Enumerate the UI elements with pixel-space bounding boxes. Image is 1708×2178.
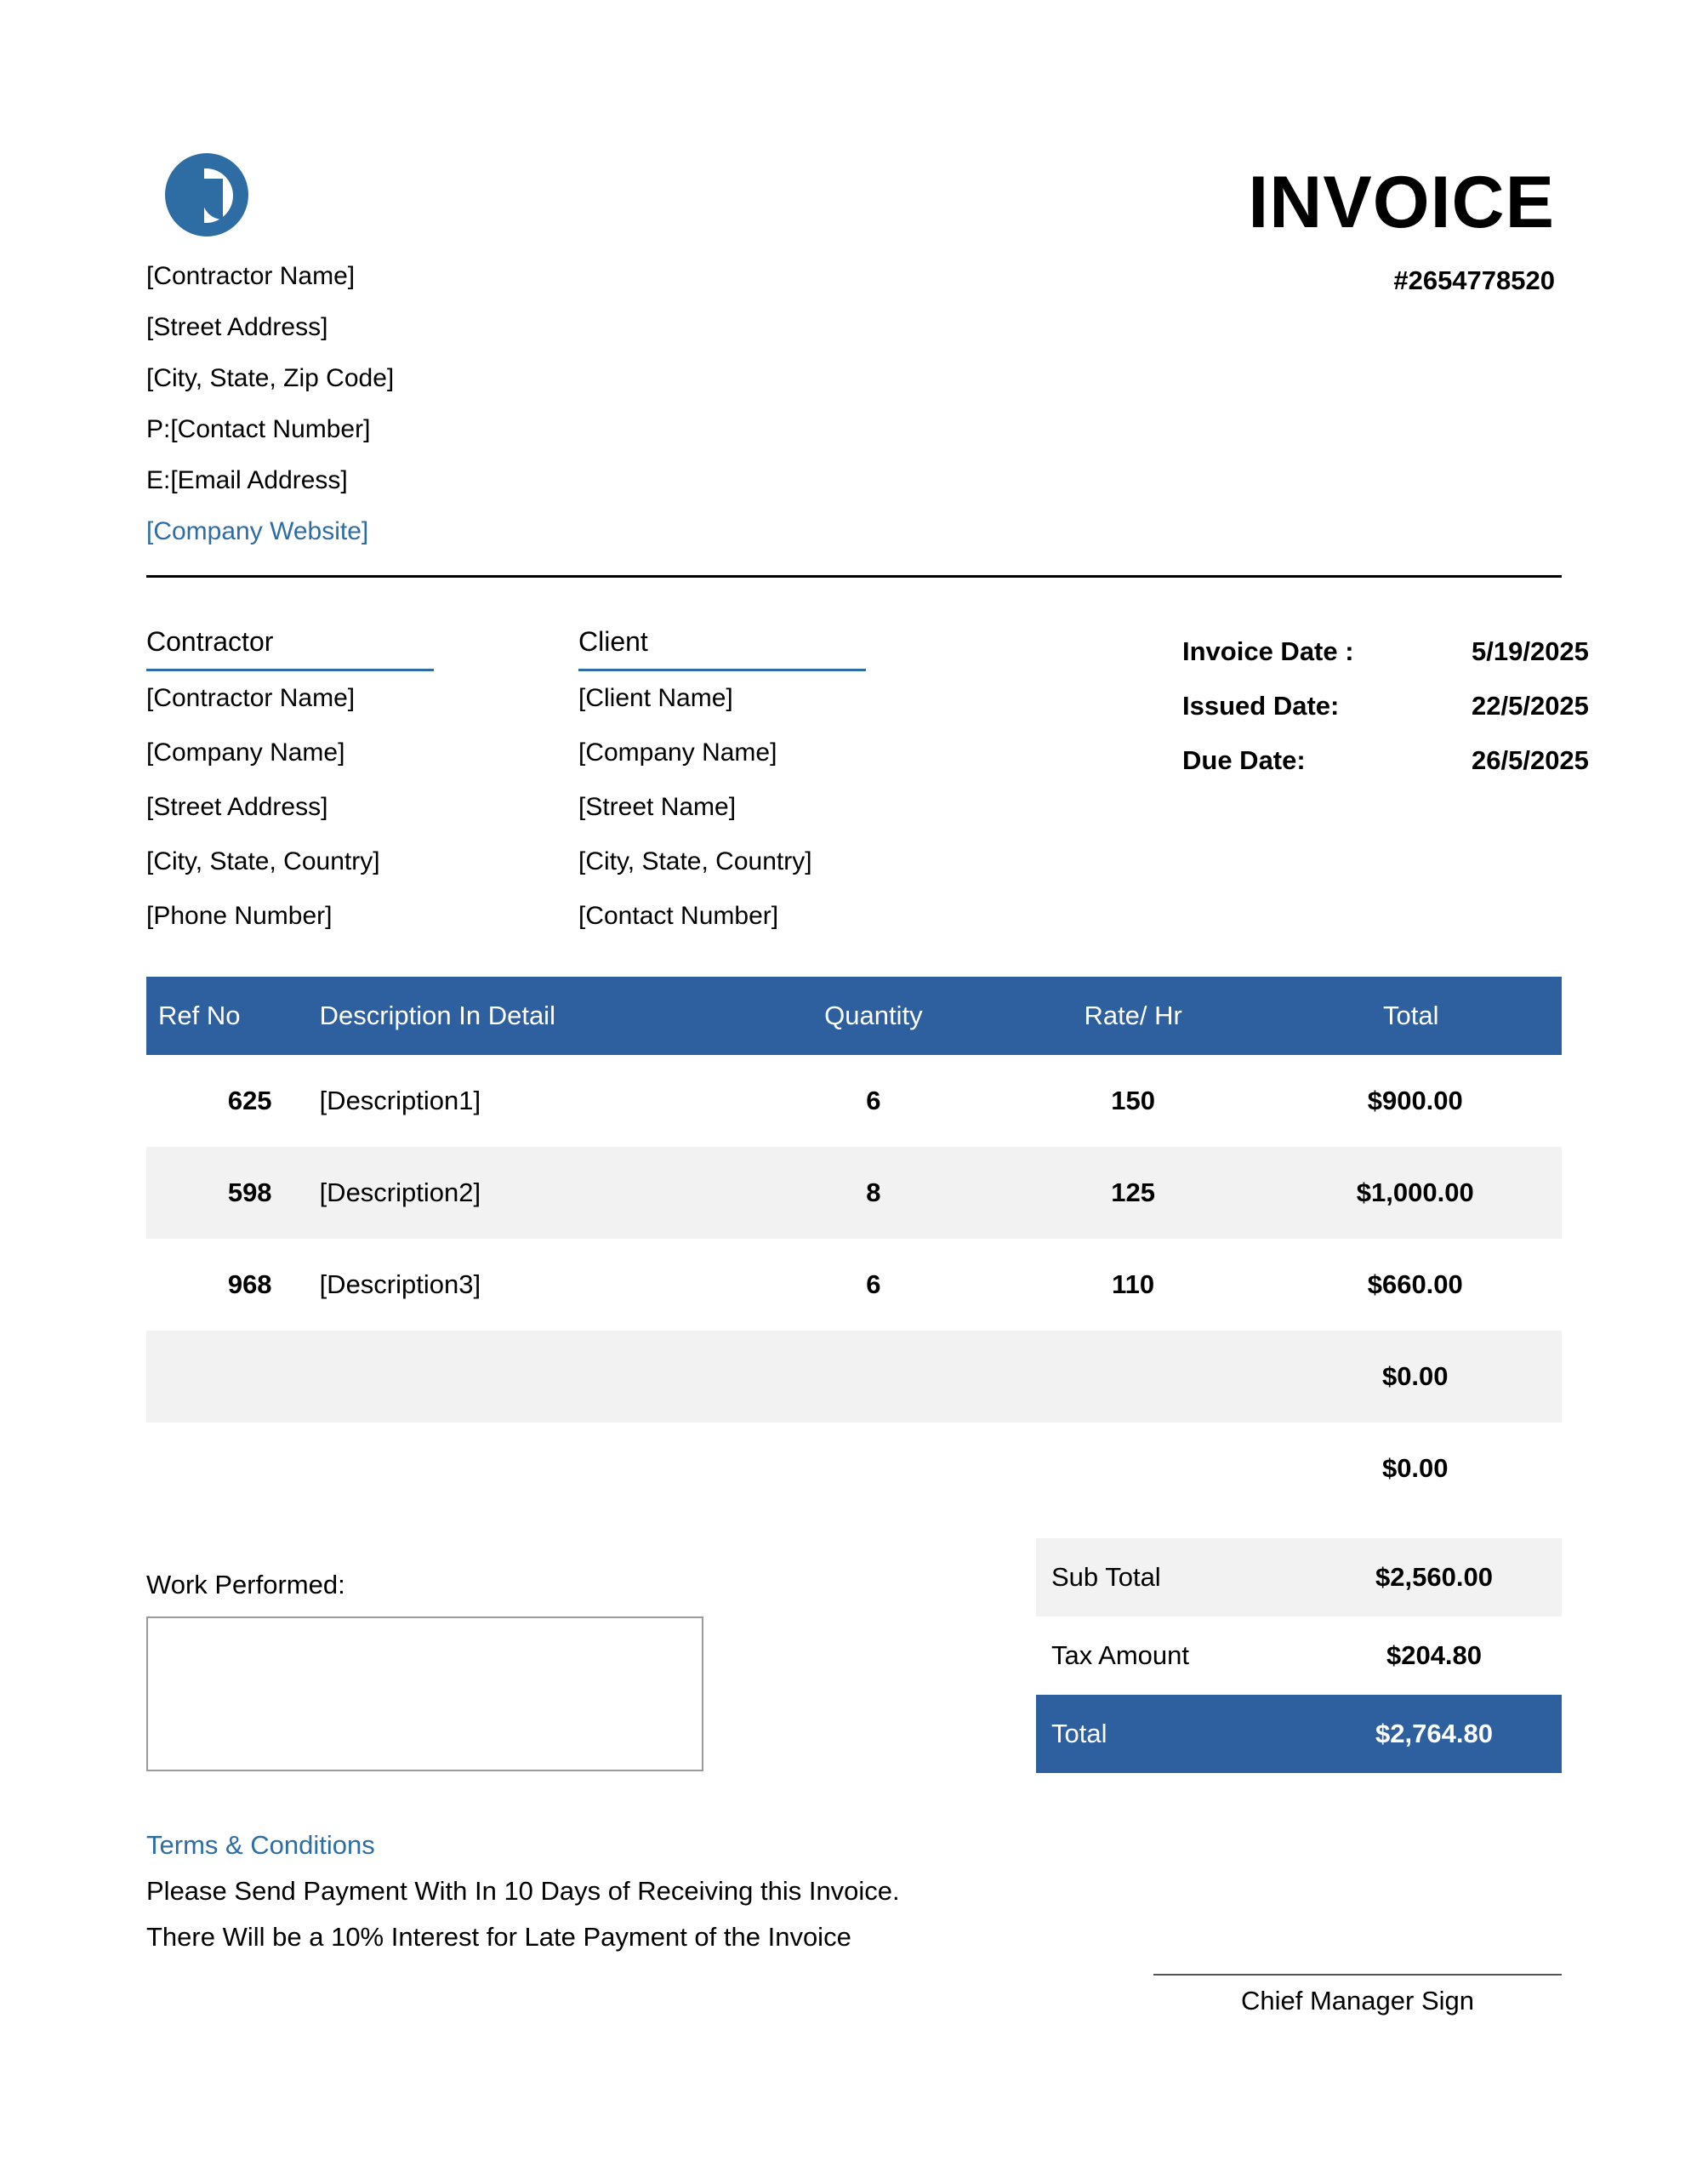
due-date-value: 26/5/2025 bbox=[1472, 745, 1589, 775]
client-line-3: [Street Name] bbox=[578, 793, 737, 821]
cell-description: [Description3] bbox=[319, 1269, 481, 1299]
client-party bbox=[578, 621, 868, 944]
grand-total-row bbox=[1036, 1695, 1562, 1773]
column-header-quantity: Quantity bbox=[749, 977, 998, 1055]
signature-label: Chief Manager Sign bbox=[1241, 1986, 1474, 2016]
cell-total: $660.00 bbox=[1367, 1269, 1463, 1299]
subtotal-label: Sub Total bbox=[1051, 1562, 1161, 1592]
table-row bbox=[146, 1147, 1562, 1239]
cell-description: [Description1] bbox=[319, 1086, 481, 1115]
totals-summary bbox=[1036, 1538, 1562, 1773]
column-header-total: Total bbox=[1269, 977, 1563, 1055]
table-row bbox=[146, 1423, 1562, 1514]
cell-ref bbox=[146, 1331, 299, 1423]
cell-rate: 110 bbox=[1112, 1269, 1155, 1299]
grand-total-value: $2,764.80 bbox=[1375, 1719, 1493, 1748]
contractor-line-3: [Street Address] bbox=[146, 793, 328, 821]
cell-description bbox=[299, 1331, 749, 1423]
cell-ref: 598 bbox=[146, 1147, 299, 1239]
cell-quantity: 8 bbox=[749, 1147, 998, 1239]
cell-description: [Description2] bbox=[299, 1147, 749, 1239]
work-performed-input[interactable] bbox=[146, 1616, 703, 1771]
contractor-line-2: [Company Name] bbox=[146, 738, 345, 767]
terms-title: Terms & Conditions bbox=[146, 1830, 375, 1860]
page-title: INVOICE bbox=[1248, 162, 1555, 243]
contractor-email: E:[Email Address] bbox=[146, 466, 348, 494]
cell-description bbox=[299, 1423, 749, 1514]
invoice-date-label: Invoice Date : bbox=[1182, 636, 1354, 666]
table-row bbox=[146, 1331, 1562, 1423]
invoice-date-row bbox=[1182, 624, 1708, 679]
client-line-2: [Company Name] bbox=[578, 738, 777, 767]
company-logo-icon bbox=[165, 153, 248, 237]
tax-row bbox=[1036, 1616, 1562, 1695]
contractor-party bbox=[146, 621, 436, 944]
due-date-row bbox=[1182, 733, 1708, 788]
company-website-link[interactable]: [Company Website] bbox=[146, 517, 369, 545]
contractor-line-5: [Phone Number] bbox=[146, 902, 333, 930]
work-performed-section bbox=[146, 1565, 716, 1771]
client-line-4: [City, State, Country] bbox=[578, 847, 812, 875]
terms-line-2: There Will be a 10% Interest for Late Payment of the Invoice bbox=[146, 1922, 851, 1952]
invoice-dates bbox=[1182, 624, 1708, 788]
table-header-row bbox=[146, 977, 1562, 1055]
column-header-description: Description In Detail bbox=[299, 977, 749, 1055]
contractor-address-block bbox=[146, 251, 394, 557]
header-divider bbox=[146, 575, 1562, 578]
client-heading: Client bbox=[578, 621, 866, 671]
invoice-date-value: 5/19/2025 bbox=[1472, 636, 1589, 666]
cell-quantity: 6 bbox=[866, 1269, 881, 1299]
contractor-line-4: [City, State, Country] bbox=[146, 847, 380, 875]
cell-rate bbox=[998, 1331, 1269, 1423]
cell-quantity bbox=[749, 1423, 998, 1514]
contractor-line-1: [Contractor Name] bbox=[146, 684, 356, 712]
issued-date-value: 22/5/2025 bbox=[1472, 691, 1589, 721]
invoice-title-block bbox=[1248, 162, 1555, 296]
work-performed-label: Work Performed: bbox=[146, 1570, 345, 1599]
contractor-phone: P:[Contact Number] bbox=[146, 415, 371, 443]
issued-date-label: Issued Date: bbox=[1182, 691, 1340, 721]
contractor-city: [City, State, Zip Code] bbox=[146, 364, 395, 392]
cell-ref bbox=[146, 1423, 299, 1514]
issued-date-row bbox=[1182, 679, 1708, 733]
invoice-header bbox=[146, 145, 1562, 587]
signature-block bbox=[1153, 1974, 1562, 2016]
grand-total-label: Total bbox=[1051, 1719, 1107, 1748]
tax-value: $204.80 bbox=[1386, 1640, 1483, 1670]
signature-line bbox=[1153, 1974, 1562, 1976]
contractor-heading: Contractor bbox=[146, 621, 434, 671]
client-line-5: [Contact Number] bbox=[578, 902, 779, 930]
contractor-street: [Street Address] bbox=[146, 313, 328, 341]
column-header-ref-no: Ref No bbox=[146, 977, 299, 1055]
column-header-rate: Rate/ Hr bbox=[998, 977, 1269, 1055]
cell-rate: 125 bbox=[998, 1147, 1269, 1239]
terms-section bbox=[146, 1822, 1167, 1960]
cell-rate bbox=[998, 1423, 1269, 1514]
parties-section bbox=[146, 621, 1589, 944]
line-items-table bbox=[146, 977, 1562, 1514]
cell-total: $0.00 bbox=[1381, 1453, 1449, 1483]
table-row bbox=[146, 1239, 1562, 1331]
tax-label: Tax Amount bbox=[1051, 1640, 1189, 1670]
terms-line-1: Please Send Payment With In 10 Days of Receiving this Invoice. bbox=[146, 1876, 900, 1906]
invoice-number: #2654778520 bbox=[1393, 265, 1555, 295]
cell-total: $0.00 bbox=[1269, 1331, 1563, 1423]
subtotal-value: $2,560.00 bbox=[1375, 1562, 1493, 1592]
due-date-label: Due Date: bbox=[1182, 745, 1306, 775]
cell-quantity: 6 bbox=[866, 1086, 881, 1115]
cell-total: $900.00 bbox=[1367, 1086, 1463, 1115]
table-row bbox=[146, 1055, 1562, 1147]
cell-rate: 150 bbox=[1111, 1086, 1156, 1115]
cell-total: $1,000.00 bbox=[1269, 1147, 1563, 1239]
subtotal-row bbox=[1036, 1538, 1562, 1616]
contractor-name: [Contractor Name] bbox=[146, 262, 356, 290]
cell-quantity bbox=[749, 1331, 998, 1423]
cell-ref: 625 bbox=[227, 1086, 272, 1115]
client-line-1: [Client Name] bbox=[578, 684, 733, 712]
cell-ref: 968 bbox=[227, 1269, 272, 1299]
